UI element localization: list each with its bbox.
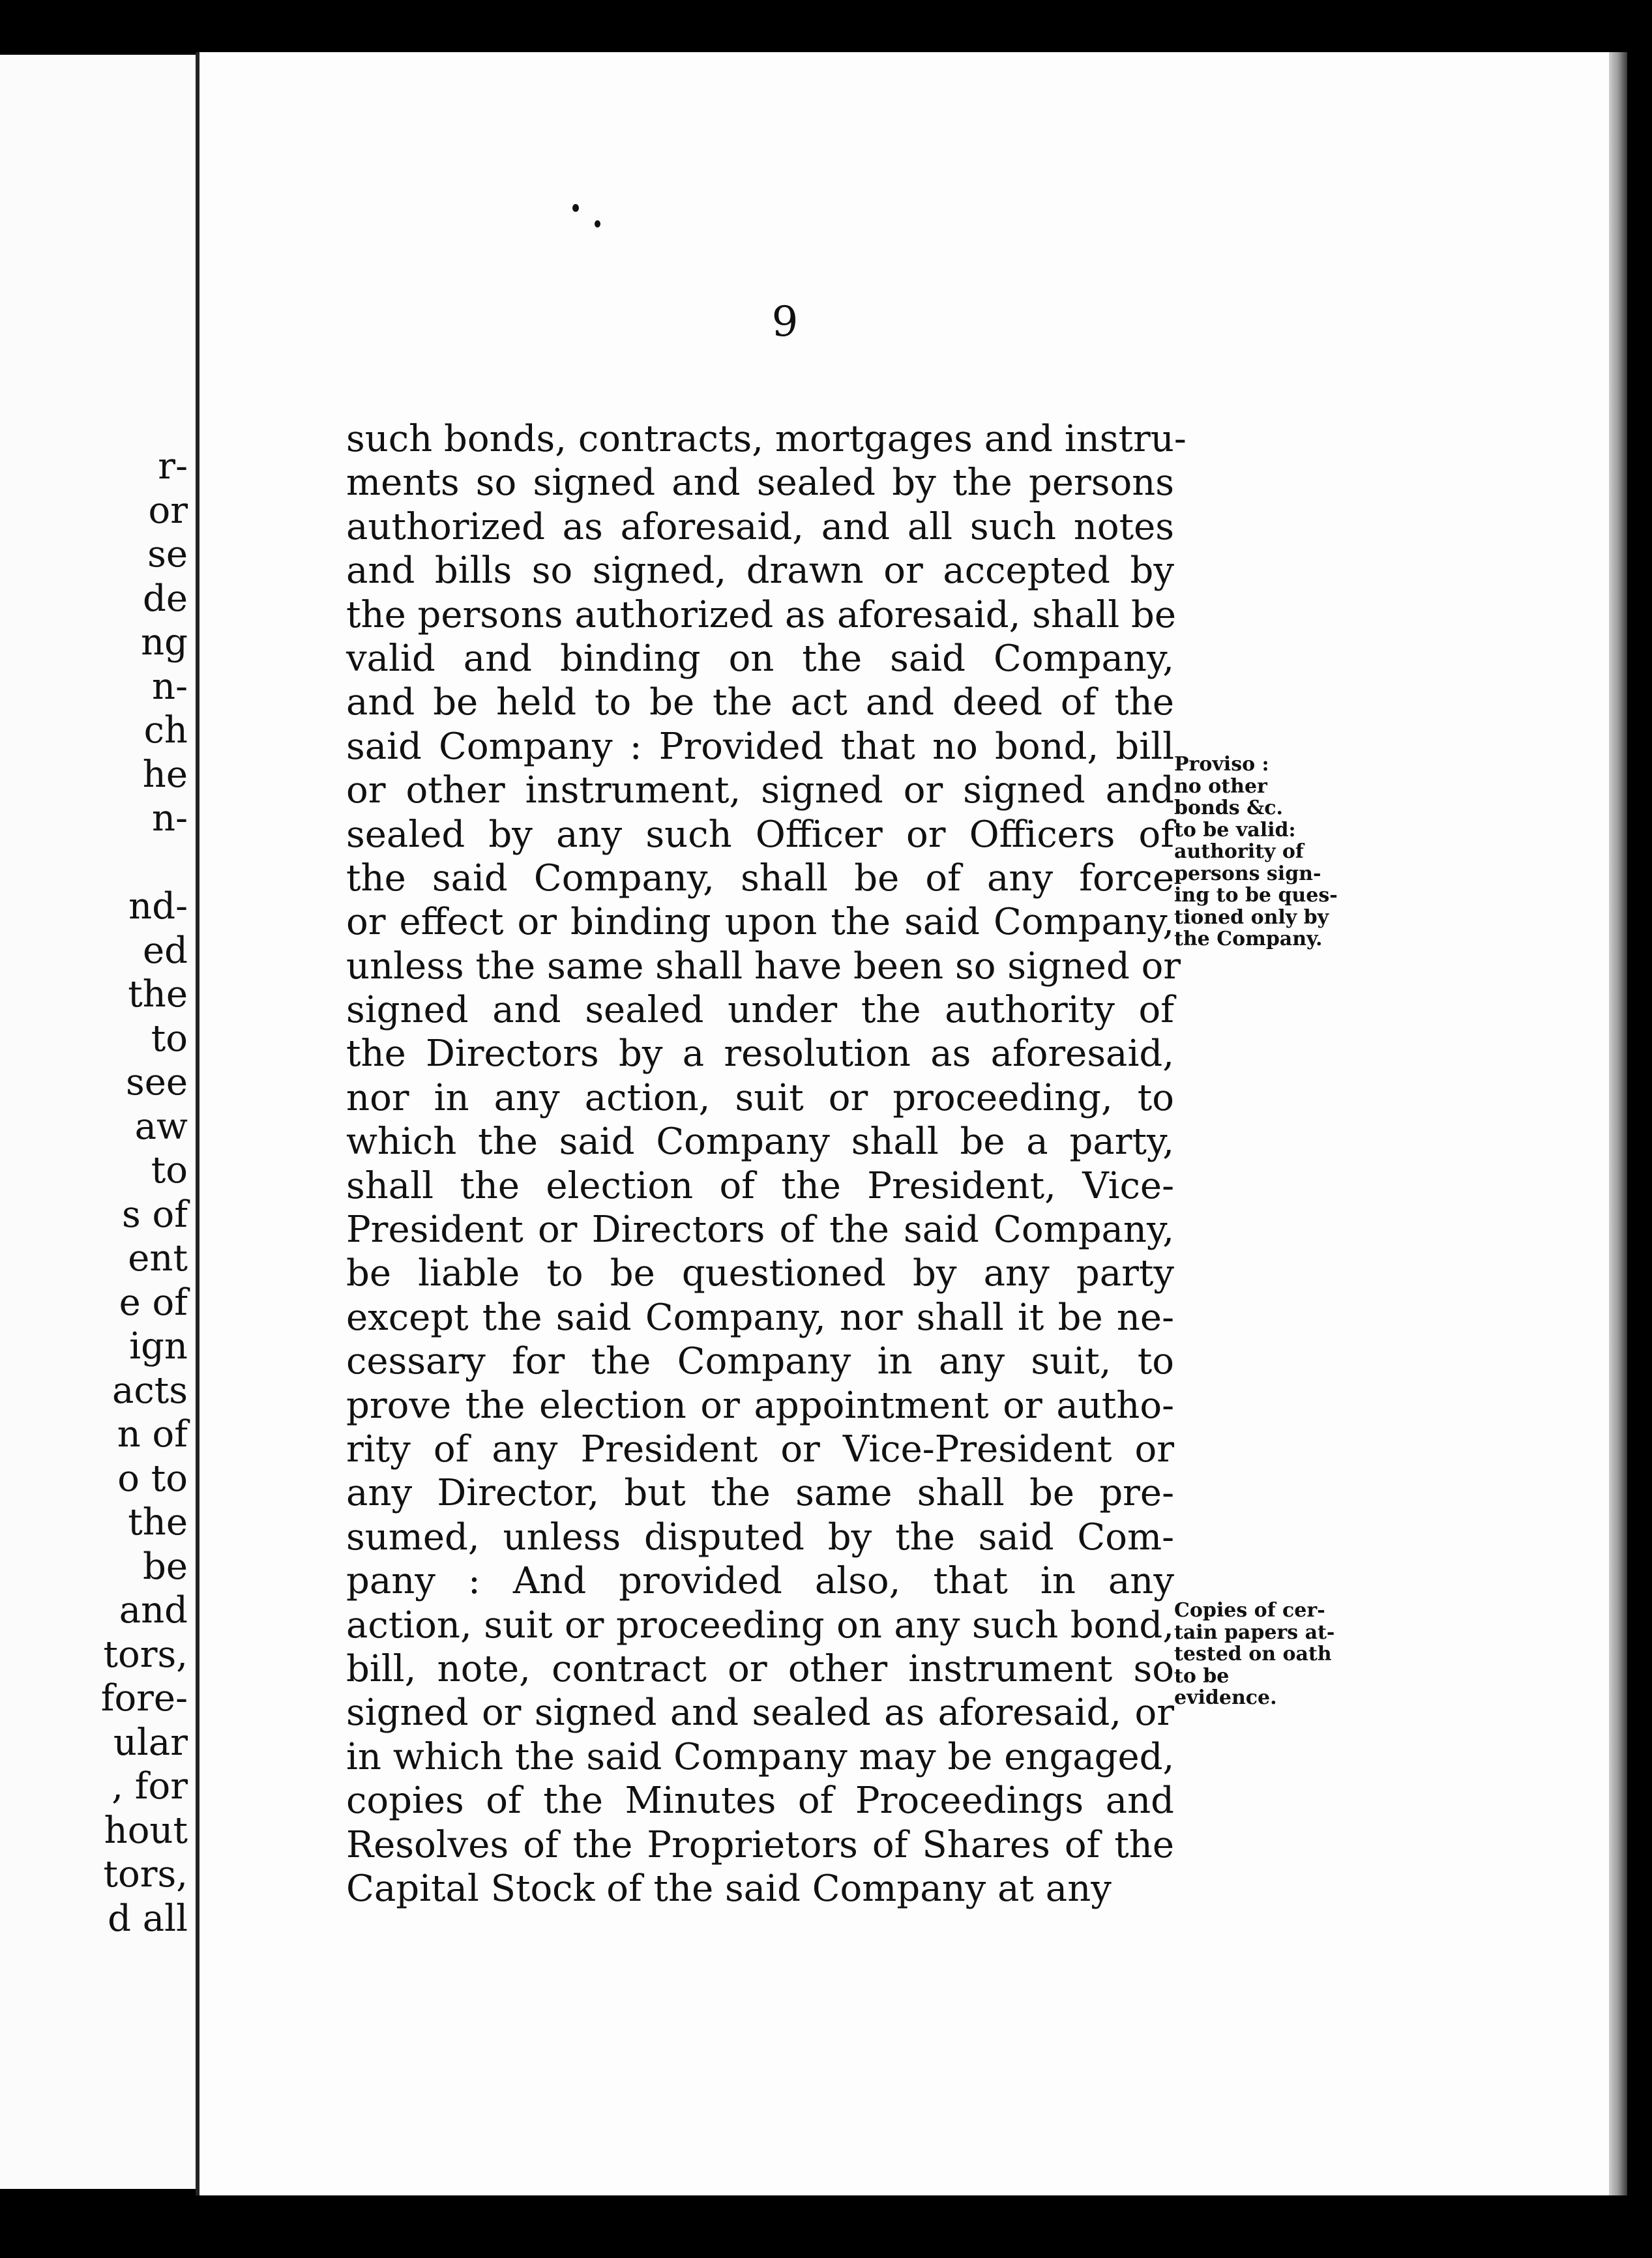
previous-page-line: he	[142, 753, 188, 796]
body-line: Capital Stock of the said Company at any	[346, 1867, 1112, 1910]
previous-page-line: tors,	[103, 1853, 188, 1896]
previous-page-line: to	[151, 1017, 188, 1060]
previous-page-line: or	[148, 489, 188, 532]
previous-page-line: se	[147, 533, 188, 576]
margin-note-line: ing to be ques-	[1174, 884, 1338, 907]
margin-note-copies	[1174, 1600, 1363, 1709]
previous-page-line: e of	[119, 1281, 188, 1324]
body-line: or other instrument, signed or signed and	[346, 769, 1174, 812]
previous-page-line: hout	[104, 1809, 188, 1852]
previous-page-line: r-	[158, 445, 188, 488]
margin-note-line: to be	[1174, 1664, 1230, 1688]
previous-page-line: to	[151, 1149, 188, 1192]
previous-page-line: ed	[143, 929, 188, 972]
margin-note-line: bonds &c.	[1174, 797, 1283, 819]
previous-page-line: ent	[128, 1237, 188, 1280]
previous-page-line: the	[128, 1501, 188, 1544]
body-line: prove the election or appointment or autho-	[346, 1384, 1174, 1427]
body-line: except the said Company, nor shall it be ne-	[346, 1296, 1174, 1339]
previous-page-line: the	[128, 973, 188, 1016]
previous-page-line: , for	[111, 1765, 188, 1808]
page-number: 9	[771, 298, 799, 346]
previous-page-line: aw	[134, 1105, 188, 1148]
previous-page-line: ign	[129, 1325, 188, 1368]
previous-page-text	[101, 445, 188, 1941]
body-line: such bonds, contracts, mortgages and instru-	[346, 418, 1187, 460]
body-line: the Directors by a resolution as aforesaid,	[346, 1033, 1174, 1076]
margin-note-line: evidence.	[1174, 1686, 1277, 1709]
margin-note-proviso	[1174, 754, 1363, 950]
margin-note-line: tain papers at-	[1174, 1620, 1335, 1644]
previous-page-line: ch	[143, 709, 188, 752]
body-line: authorized as aforesaid, and all such notes	[346, 505, 1174, 548]
body-line: any Director, but the same shall be pre-	[346, 1472, 1174, 1515]
previous-page-line: and	[119, 1589, 188, 1632]
body-line: pany : And provided also, that in any	[346, 1560, 1174, 1603]
previous-page-line: see	[125, 1061, 188, 1104]
previous-page-line: fore-	[100, 1677, 188, 1720]
margin-note-line: tested on oath	[1174, 1643, 1332, 1665]
body-line: in which the said Company may be engaged,	[346, 1735, 1175, 1778]
previous-page-line: de	[143, 577, 188, 620]
body-line: sealed by any such Officer or Officers of	[346, 813, 1174, 856]
margin-note-line: the Company.	[1174, 928, 1323, 950]
previous-page-line: n of	[117, 1413, 188, 1456]
body-line: cessary for the Company in any suit, to	[346, 1340, 1174, 1383]
previous-page-line: tors,	[103, 1633, 188, 1676]
margin-note-line: to be valid:	[1174, 818, 1296, 842]
previous-page-line: o to	[117, 1457, 188, 1500]
body-line: signed and sealed under the authority of	[346, 989, 1174, 1032]
ink-speck	[572, 204, 579, 212]
body-line: ments so signed and sealed by the persons	[346, 462, 1174, 505]
body-line: action, suit or proceeding on any such bond,	[346, 1604, 1174, 1647]
body-line: nor in any action, suit or proceeding, to	[346, 1076, 1174, 1119]
body-line: copies of the Minutes of Proceedings and	[346, 1780, 1174, 1823]
body-line: rity of any President or Vice-President or	[346, 1428, 1174, 1471]
page-9	[196, 52, 1613, 2195]
previous-page-line: be	[143, 1545, 188, 1588]
body-line: which the said Company shall be a party,	[346, 1121, 1174, 1164]
margin-note-line: no other	[1174, 774, 1267, 798]
previous-page-line: d all	[108, 1897, 188, 1940]
previous-page-line: s of	[122, 1193, 188, 1236]
previous-page-line: ular	[113, 1721, 188, 1764]
margin-note-line: persons sign-	[1174, 862, 1321, 885]
body-text	[346, 417, 1187, 1911]
margin-note-line: Copies of cer-	[1174, 1599, 1325, 1622]
body-line: President or Directors of the said Company,	[346, 1209, 1174, 1252]
body-line: said Company : Provided that no bond, bill	[346, 725, 1174, 768]
body-line: the persons authorized as aforesaid, shall be	[346, 593, 1176, 636]
body-line: and bills so signed, drawn or accepted by	[346, 550, 1174, 593]
previous-page-line	[101, 841, 188, 885]
body-line: signed or signed and sealed as aforesaid, or	[346, 1692, 1174, 1735]
previous-page-line: nd-	[128, 885, 188, 928]
body-line: and be held to be the act and deed of the	[346, 681, 1174, 724]
body-line: shall the election of the President, Vice-	[346, 1164, 1174, 1207]
body-line: or effect or binding upon the said Company,	[346, 901, 1174, 944]
body-line: bill, note, contract or other instrument so	[346, 1647, 1174, 1690]
previous-page-line: n-	[152, 665, 188, 708]
previous-page-line: acts	[112, 1369, 188, 1412]
margin-note-line: authority of	[1174, 840, 1304, 863]
body-line: Resolves of the Proprietors of Shares of the	[346, 1823, 1174, 1866]
margin-note-line: Proviso :	[1174, 753, 1269, 776]
margin-note-line: tioned only by	[1174, 905, 1329, 929]
body-line: the said Company, shall be of any force	[346, 857, 1174, 900]
previous-page-line: ng	[141, 621, 188, 664]
body-line: valid and binding on the said Company,	[346, 637, 1174, 680]
previous-page-line: n-	[152, 797, 188, 840]
body-line: unless the same shall have been so signed or	[346, 945, 1181, 988]
ink-speck	[595, 220, 600, 227]
previous-page-fragment	[0, 55, 198, 2189]
body-line: sumed, unless disputed by the said Com-	[346, 1516, 1174, 1559]
body-line: be liable to be questioned by any party	[346, 1252, 1174, 1295]
page-edge	[1609, 52, 1627, 2195]
